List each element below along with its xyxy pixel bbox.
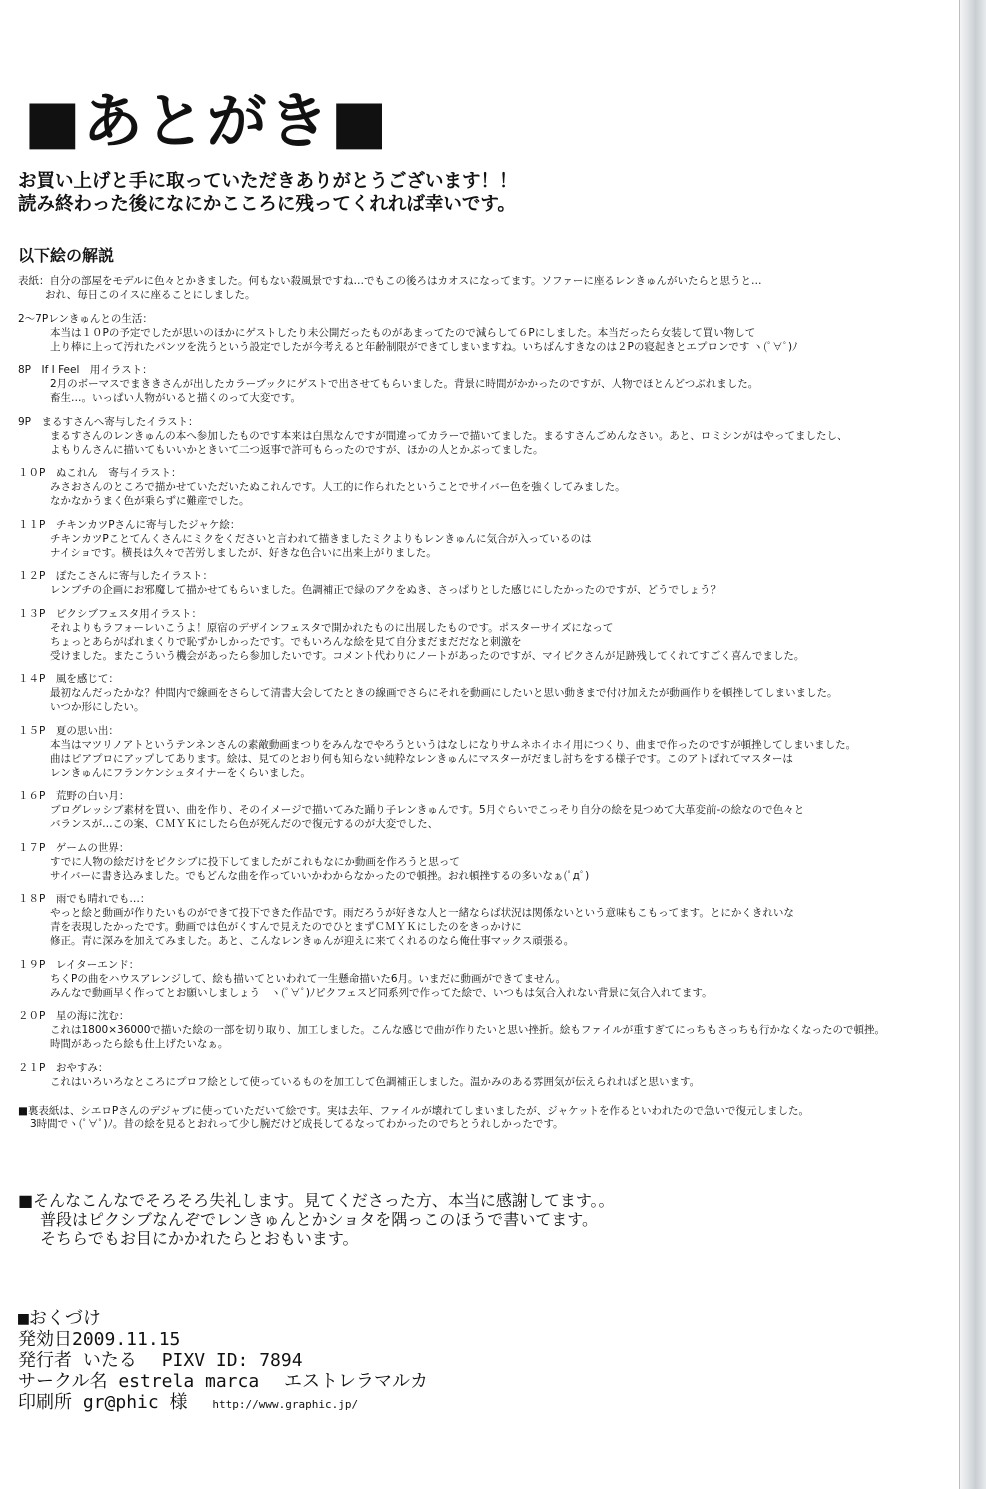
note-entry xyxy=(18,415,968,457)
note-head: ２１P おやすみ： xyxy=(18,1061,109,1074)
note-line: 青を表現したかったです。動画では色がくすんで見えたのでひとまずＣＭＹＫにしたのをきっかけに xyxy=(50,921,522,933)
note-entry xyxy=(18,724,968,780)
note-head: １０P ぬこれん 寄与イラスト： xyxy=(18,467,182,479)
note-head: １２P ぽたこさんに寄与したイラスト： xyxy=(18,570,214,582)
note-line: まるすさんのレンきゅんの本へ参加したものです本来は白黒なんですが間違ってカラーで描いてました。まるすさんごめんなさい。あと、ロミシンがはやってましたし、 xyxy=(50,429,848,442)
note-head: 表紙：自分の部屋をモデルに色々とかきました。何もない殺風景ですね…でもこの後ろはカオスになってます。ソファーに座るレンきゅんがいたらと思うと… xyxy=(18,275,762,287)
note-head: １８P 雨でも晴れでも…： xyxy=(18,893,151,905)
note-head: １１P チキンカツPさんに寄与したジャケ絵： xyxy=(18,518,241,531)
note-line: 畜生…。いっぱい人物がいると描くのって大変です。 xyxy=(50,392,302,404)
note-entry xyxy=(18,672,968,714)
note-line: いつか形にしたい。 xyxy=(50,701,145,713)
note-line: ちょっとあらがばれまくりで恥ずかしかったです。でもいろんな絵を見て自分まだまだだなと刺激を xyxy=(50,635,522,648)
note-head: ２０P 星の海に沈む： xyxy=(18,1010,130,1022)
circle-name: estrela marca xyxy=(118,1371,260,1392)
illustration-notes xyxy=(18,274,968,1089)
note-line: チキンカツPことてんくさんにミクをくださいと言われて描きましたミクよりもレンきゅんに気合が入っているのは xyxy=(50,532,592,545)
note-line: みんなで動画早く作ってとお願いしましょう ヽ(ﾟ∀ﾟ)ﾉピクフェスど同系列で作ってた絵で、いつもは気合入れない背景に気合入れてます。 xyxy=(50,986,713,999)
note-entry xyxy=(18,1061,968,1089)
note-line: レンきゅんにフランケンシュタイナーをくらいました。 xyxy=(50,766,311,779)
note-head: 2～7Pレンきゅんとの生活： xyxy=(18,312,153,325)
note-entry xyxy=(18,892,968,948)
date-label: 発効日 xyxy=(18,1329,72,1350)
note-line: 時間があったら絵も仕上げたいなぁ。 xyxy=(50,1038,229,1050)
note-line: 本当は１０Pの予定でしたが思いのほかにゲストしたり未公開だったものがあまってたので減らして６Pにしました。本当だったら女装して買い物して xyxy=(50,326,756,339)
colophon-date-row xyxy=(18,1329,428,1350)
note-entry xyxy=(18,958,968,1000)
note-line: 2月のボーマスでまききさんが出したカラーブックにゲストで出させてもらいました。背景に時間がかかったのですが、人物でほとんどつぶれました。 xyxy=(50,378,759,390)
note-head: 8P If I Feel 用イラスト： xyxy=(18,364,153,376)
back-cover-note xyxy=(18,1105,968,1131)
colophon-circle-row xyxy=(18,1371,428,1392)
closing-line: 普段はピクシブなんぞでレンきゅんとかショタを隅っこのほうで書いてます。 xyxy=(40,1209,599,1229)
note-entry xyxy=(18,312,968,354)
publish-date: 2009.11.15 xyxy=(72,1329,181,1350)
note-line: ナイショです。横長は久々で苦労しましたが、好きな色合いに出来上がりました。 xyxy=(50,546,437,559)
note-line: みさおさんのところで描かせていただいたぬこれんです。人工的に作られたということでサイバー色を強くしてみました。 xyxy=(50,481,626,493)
section-heading: 以下絵の解説 xyxy=(18,246,115,265)
closing-line: ■そんなこんなでそろそろ失礼します。見てくださった方、本当に感謝してます。。 xyxy=(18,1190,615,1210)
note-line: これはいろいろなところにプロフ絵として使っているものを加工して色調補正しました。温かみのある雰囲気が伝えられればと思います。 xyxy=(50,1075,701,1088)
intro-text xyxy=(18,170,968,216)
note-entry xyxy=(18,1009,968,1051)
note-head: １４P 風を感じて： xyxy=(18,673,119,685)
note-line: ブログレッシブ素材を買い、曲を作り、そのイメージで描いてみた踊り子レンきゅんです。5月ぐらいでこっそり自分の絵を見つめて大革変前‐の絵なので色々と xyxy=(50,804,805,816)
closing-line: そちらでもお目にかかれたらとおもいます。 xyxy=(40,1228,359,1248)
colophon-heading: ■おくづけ xyxy=(18,1308,101,1329)
note-line: これは1800×36000で描いた絵の一部を切り取り、加工しました。こんな感じで曲が作りたいと思い挫折。絵もファイルが重すぎてにっちもさっちも行かなくなったので頓挫。 xyxy=(50,1024,885,1036)
back-cover-line: 3時間でヽ(ﾟ∀ﾟ)ﾉ。昔の絵を見るとおれって少し腕だけど成長してるなってわかったのでちとうれしかったです。 xyxy=(30,1117,564,1130)
note-entry xyxy=(18,274,968,302)
note-line: おれ、毎日このイスに座ることにしました。 xyxy=(45,289,256,301)
note-line: 上り棒に上って汚れたパンツを洗うという設定でしたが今考えると年齢制限ができてしまいますね。いちばんすきなのは２Pの寝起きとエプロンです ヽ(ﾟ∀ﾟ)ﾉ xyxy=(50,340,798,353)
note-line: 本当はマツリノアトというテンネンさんの素敵動画まつりをみんなでやろうというはなしになりサムネホイホイ用につくり、曲まで作ったのですが頓挫してしまいました。 xyxy=(50,738,857,751)
note-line: それよりもラフォーレいこうよ！原宿のデザインフェスタで開かれたものに出展したものです。ポスターサイズになって xyxy=(50,621,614,634)
note-head: １５P 夏の思い出： xyxy=(18,724,119,737)
circle-name-kana: エストレラマルカ xyxy=(284,1371,429,1392)
publisher-label: 発行者 xyxy=(18,1350,72,1371)
publisher-name: いたる xyxy=(82,1350,137,1371)
note-head: １９P レイターエンド： xyxy=(18,958,140,971)
closing-message xyxy=(18,1191,968,1248)
note-line: レンブチの企画にお邪魔して描かせてもらいました。色調補正で緑のアクをぬき、さっぱりとした感じにしたかったのですが、どうでしょう？ xyxy=(50,584,721,596)
note-line: 受けました。またこういう機会があったら参加したいです。コメント代わりにノートがあったのですが、マイピクさんが足跡残してくれてすごく喜んでました。 xyxy=(50,649,805,662)
note-entry xyxy=(18,466,968,508)
note-entry xyxy=(18,518,968,560)
note-line: やっと絵と動画が作りたいものができて投下できた作品です。雨だろうが好きな人と一緒ならば状況は関係ないという意味もこもってます。とにかくきれいな xyxy=(50,907,794,919)
colophon-publisher-row xyxy=(18,1350,428,1371)
page-title: ■あとがき■ xyxy=(24,87,390,157)
printer-url: http://www.graphic.jp/ xyxy=(212,1398,359,1411)
note-entry xyxy=(18,841,968,883)
note-line: 最初なんだったかな？仲間内で線画をさらして清書大会してたときの線画でさらにそれを動画にしたいと思い動きまで付け加えたが動画作りを頓挫してしまいました。 xyxy=(50,687,838,699)
note-line: ちくPの曲をハウスアレンジして、絵も描いてといわれて一生懸命描いた6月。いまだに動画ができてません。 xyxy=(50,972,567,985)
note-line: すでに人物の絵だけをピクシブに投下してましたがこれもなにか動画を作ろうと思って xyxy=(50,855,460,868)
note-line: なかなかうまく色が乗らずに難産でした。 xyxy=(50,495,250,507)
note-head: １３P ピクシブフェスタ用イラスト： xyxy=(18,607,202,620)
printer-label: 印刷所 xyxy=(18,1392,72,1413)
printer-name: gr@phic 様 xyxy=(82,1392,188,1413)
note-line: バランスが…この案、ＣＭＹＫにしたら色が死んだので復元するのが大変でした、 xyxy=(50,818,439,830)
afterword-content xyxy=(18,88,968,1248)
colophon xyxy=(18,1308,428,1415)
intro-line: お買い上げと手に取っていただきありがとうございます！！ xyxy=(18,171,518,192)
note-entry xyxy=(18,607,968,663)
back-cover-line: ■裏表紙は、シエロPさんのデジャブに使っていただいて絵です。実は去年、ファイルが壊れてしまいましたが、ジャケットを作るといわれたので急いで復元しました。 xyxy=(18,1104,810,1117)
note-head: １６P 荒野の白い月： xyxy=(18,790,130,802)
note-line: 曲はピアプロにアップしてあります。絵は、見てのとおり何も知らない純粋なレンきゅんにマスターがだまし討ちをする様子です。このアトばれてマスターは xyxy=(50,752,793,765)
note-head: 9P まるすさんへ寄与したイラスト： xyxy=(18,415,199,428)
note-entry xyxy=(18,569,968,597)
note-line: 修正。青に深みを加えてみました。あと、こんなレンきゅんが迎えに来てくれるのなら俺仕事マックス頑張る。 xyxy=(50,935,575,947)
intro-line: 読み終わった後になにかこころに残ってくれれば幸いです。 xyxy=(18,194,516,215)
colophon-printer-row xyxy=(18,1392,428,1415)
note-head: １７P ゲームの世界： xyxy=(18,841,130,854)
pixiv-id: PIXV ID: 7894 xyxy=(161,1350,303,1371)
circle-label: サークル名 xyxy=(18,1371,108,1392)
note-line: よもりんさんに描いてもいいかときいて二つ返事で許可もらったのですが、ほかの人とかぶってました。 xyxy=(50,443,544,456)
note-entry xyxy=(18,363,968,405)
note-line: サイバーに書き込みました。でもどんな曲を作っていいかわからなかったので頓挫。おれ頓挫するの多いなぁ(ﾟдﾟ) xyxy=(50,869,590,882)
note-entry xyxy=(18,789,968,831)
